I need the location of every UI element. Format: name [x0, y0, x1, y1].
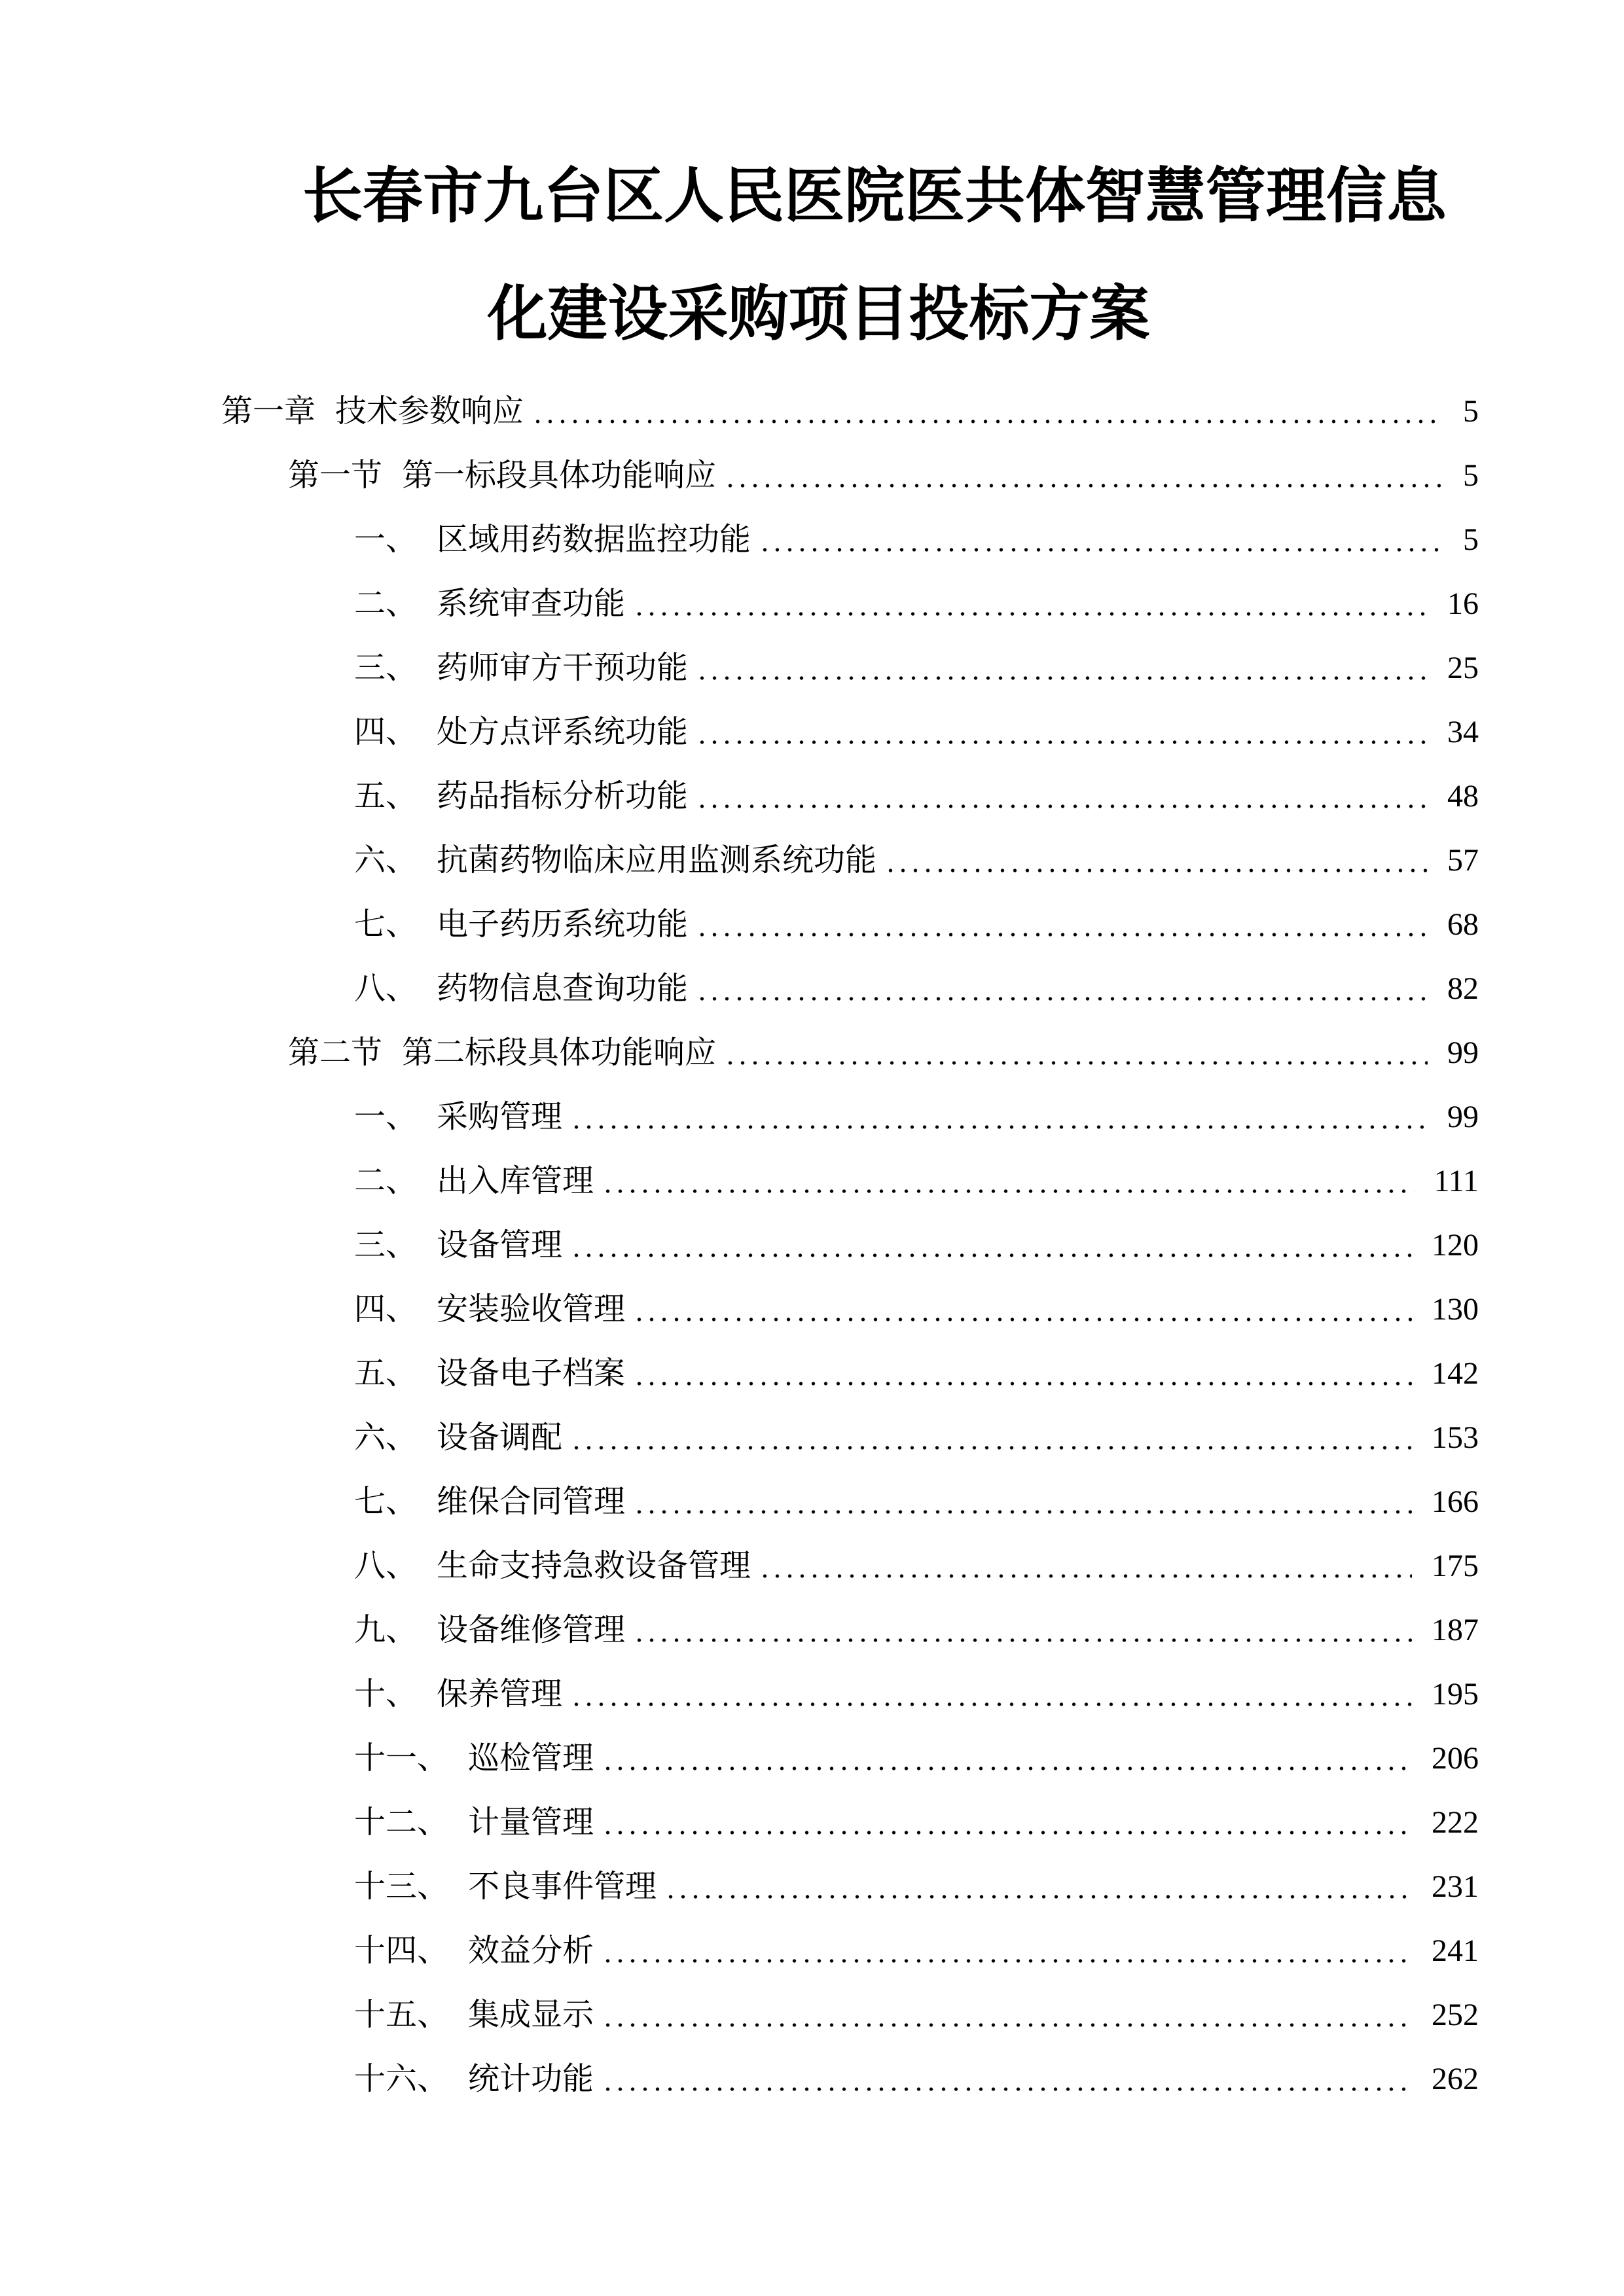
toc-entry-number: 一、 — [354, 522, 418, 557]
toc-entry-page-number: 206 — [1432, 1741, 1479, 1776]
toc-entry — [0, 1278, 1479, 1342]
toc-dot-leader — [570, 1444, 1412, 1451]
toc-entry-number: 八、 — [354, 971, 418, 1006]
toc-entry-page-number: 48 — [1447, 779, 1479, 814]
toc-entry-page-number: 153 — [1432, 1420, 1479, 1455]
toc-entry-title: 出入库管理 — [437, 1164, 594, 1198]
toc-entry-number: 十四、 — [354, 1933, 449, 1968]
toc-entry-title: 巡检管理 — [468, 1741, 594, 1776]
toc-entry-number: 七、 — [354, 1484, 418, 1519]
toc-entry-title: 效益分析 — [468, 1933, 594, 1968]
toc-entry — [0, 1470, 1479, 1534]
toc-dot-leader — [696, 739, 1428, 745]
toc-entry-title: 药品指标分析功能 — [437, 779, 689, 814]
toc-entry — [0, 1662, 1479, 1727]
toc-entry-number: 四、 — [354, 715, 418, 749]
toc-entry-title: 区域用药数据监控功能 — [437, 522, 751, 557]
toc-entry-title: 保养管理 — [437, 1677, 563, 1712]
toc-entry-page-number: 166 — [1432, 1484, 1479, 1519]
toc-dot-leader — [696, 931, 1428, 938]
toc-entry — [0, 1085, 1479, 1149]
toc-entry-title: 不良事件管理 — [468, 1869, 657, 1904]
toc-entry-page-number: 25 — [1447, 651, 1479, 685]
toc-entry-page-number: 99 — [1447, 1035, 1479, 1070]
toc-entry — [0, 1213, 1479, 1278]
toc-dot-leader — [633, 1637, 1412, 1643]
toc-entry-page-number: 142 — [1432, 1356, 1479, 1391]
toc-entry-page-number: 252 — [1432, 1998, 1479, 2032]
toc-entry-title: 采购管理 — [437, 1100, 563, 1134]
toc-dot-leader — [759, 547, 1443, 553]
toc-dot-leader — [602, 1765, 1412, 1772]
toc-dot-leader — [633, 1380, 1412, 1387]
toc-entry-number: 第一节 — [288, 458, 383, 493]
toc-entry — [0, 1149, 1479, 1213]
toc-entry-title: 集成显示 — [468, 1998, 594, 2032]
toc-dot-leader — [602, 1188, 1415, 1194]
toc-dot-leader — [633, 1316, 1412, 1323]
toc-entry-title: 系统审查功能 — [437, 586, 626, 621]
toc-entry-page-number: 187 — [1432, 1613, 1479, 1647]
toc-entry-title: 第二标段具体功能响应 — [402, 1035, 717, 1070]
toc-entry — [0, 893, 1479, 957]
toc-entry-number: 十二、 — [354, 1805, 449, 1840]
toc-entry-page-number: 262 — [1432, 2062, 1479, 2096]
toc-entry-page-number: 16 — [1447, 586, 1479, 621]
toc-entry-title: 设备维修管理 — [437, 1613, 626, 1647]
toc-entry-number: 六、 — [354, 1420, 418, 1455]
toc-entry-number: 二、 — [354, 586, 418, 621]
toc-entry-number: 三、 — [354, 1228, 418, 1263]
toc-entry-title: 技术参数响应 — [335, 394, 524, 429]
toc-dot-leader — [664, 1893, 1412, 1900]
toc-entry — [0, 1534, 1479, 1598]
toc-entry — [0, 957, 1479, 1021]
toc-dot-leader — [532, 418, 1443, 425]
toc-dot-leader — [759, 1573, 1412, 1579]
toc-entry — [0, 444, 1479, 508]
toc-entry-title: 统计功能 — [468, 2062, 594, 2096]
toc-entry-page-number: 5 — [1463, 394, 1479, 429]
toc-entry — [0, 572, 1479, 636]
toc-entry-number: 十、 — [354, 1677, 418, 1712]
toc-entry-number: 六、 — [354, 843, 418, 878]
toc-entry-number: 十一、 — [354, 1741, 449, 1776]
toc-entry-page-number: 111 — [1434, 1164, 1479, 1198]
toc-dot-leader — [570, 1701, 1412, 1708]
toc-dot-leader — [696, 675, 1428, 681]
toc-entry-title: 抗菌药物临床应用监测系统功能 — [437, 843, 877, 878]
toc-entry-number: 七、 — [354, 907, 418, 942]
document-title — [0, 137, 1624, 373]
toc-entry-number: 四、 — [354, 1292, 418, 1327]
toc-dot-leader — [696, 996, 1428, 1002]
document-title-line-2: 化建设采购项目投标方案 — [487, 281, 1150, 348]
toc-dot-leader — [696, 803, 1428, 810]
toc-entry — [0, 1021, 1479, 1085]
toc-entry-title: 电子药历系统功能 — [437, 907, 689, 942]
toc-dot-leader — [633, 611, 1428, 617]
toc-entry-number: 二、 — [354, 1164, 418, 1198]
toc-dot-leader — [602, 2022, 1412, 2028]
toc-entry — [0, 2047, 1479, 2111]
toc-entry-title: 设备调配 — [437, 1420, 563, 1455]
toc-entry-title: 生命支持急救设备管理 — [437, 1549, 751, 1583]
toc-entry — [0, 700, 1479, 764]
toc-entry — [0, 380, 1479, 444]
toc-dot-leader — [633, 1509, 1412, 1515]
toc-entry-page-number: 130 — [1432, 1292, 1479, 1327]
toc-entry — [0, 1342, 1479, 1406]
toc-entry-number: 一、 — [354, 1100, 418, 1134]
toc-entry — [0, 1406, 1479, 1470]
toc-entry-page-number: 99 — [1447, 1100, 1479, 1134]
toc-entry — [0, 1791, 1479, 1855]
toc-entry-page-number: 231 — [1432, 1869, 1479, 1904]
toc-entry-number: 八、 — [354, 1549, 418, 1583]
toc-entry-page-number: 5 — [1463, 458, 1479, 493]
toc-entry-number: 十三、 — [354, 1869, 449, 1904]
toc-entry — [0, 1919, 1479, 1983]
toc-dot-leader — [724, 482, 1443, 489]
toc-entry-title: 第一标段具体功能响应 — [402, 458, 717, 493]
toc-entry — [0, 1855, 1479, 1919]
toc-entry-page-number: 175 — [1432, 1549, 1479, 1583]
toc-entry-number: 三、 — [354, 651, 418, 685]
toc-entry-number: 第二节 — [288, 1035, 383, 1070]
toc-entry-title: 安装验收管理 — [437, 1292, 626, 1327]
toc-entry-page-number: 120 — [1432, 1228, 1479, 1263]
toc-entry-title: 药物信息查询功能 — [437, 971, 689, 1006]
toc-entry — [0, 829, 1479, 893]
toc-dot-leader — [602, 1958, 1412, 1964]
toc-entry-number: 十五、 — [354, 1998, 449, 2032]
toc-entry-page-number: 5 — [1463, 522, 1479, 557]
toc-entry-page-number: 82 — [1447, 971, 1479, 1006]
toc-entry-title: 设备电子档案 — [437, 1356, 626, 1391]
toc-dot-leader — [724, 1060, 1428, 1066]
toc-entry-number: 第一章 — [221, 394, 316, 429]
toc-dot-leader — [602, 1829, 1412, 1836]
document-title-line-1: 长春市九台区人民医院医共体智慧管理信息 — [302, 163, 1447, 230]
toc-entry-page-number: 34 — [1447, 715, 1479, 749]
toc-entry-number: 十六、 — [354, 2062, 449, 2096]
toc-entry-title: 设备管理 — [437, 1228, 563, 1263]
toc-entry-title: 计量管理 — [468, 1805, 594, 1840]
toc-entry — [0, 1727, 1479, 1791]
toc-entry-number: 五、 — [354, 1356, 418, 1391]
toc-entry-page-number: 57 — [1447, 843, 1479, 878]
toc-entry — [0, 508, 1479, 572]
toc-dot-leader — [570, 1124, 1428, 1130]
toc-entry — [0, 1983, 1479, 2047]
toc-entry-title: 维保合同管理 — [437, 1484, 626, 1519]
toc-entry-number: 九、 — [354, 1613, 418, 1647]
toc-entry-page-number: 195 — [1432, 1677, 1479, 1712]
toc-entry — [0, 764, 1479, 829]
toc-entry-title: 药师审方干预功能 — [437, 651, 689, 685]
toc-dot-leader — [884, 867, 1428, 874]
toc-entry-title: 处方点评系统功能 — [437, 715, 689, 749]
toc-entry-page-number: 68 — [1447, 907, 1479, 942]
toc-dot-leader — [570, 1252, 1412, 1259]
toc-entry — [0, 636, 1479, 700]
toc-entry-page-number: 222 — [1432, 1805, 1479, 1840]
toc-entry-page-number: 241 — [1432, 1933, 1479, 1968]
table-of-contents — [0, 380, 1479, 2111]
toc-entry — [0, 1598, 1479, 1662]
toc-dot-leader — [602, 2086, 1412, 2092]
toc-entry-number: 五、 — [354, 779, 418, 814]
